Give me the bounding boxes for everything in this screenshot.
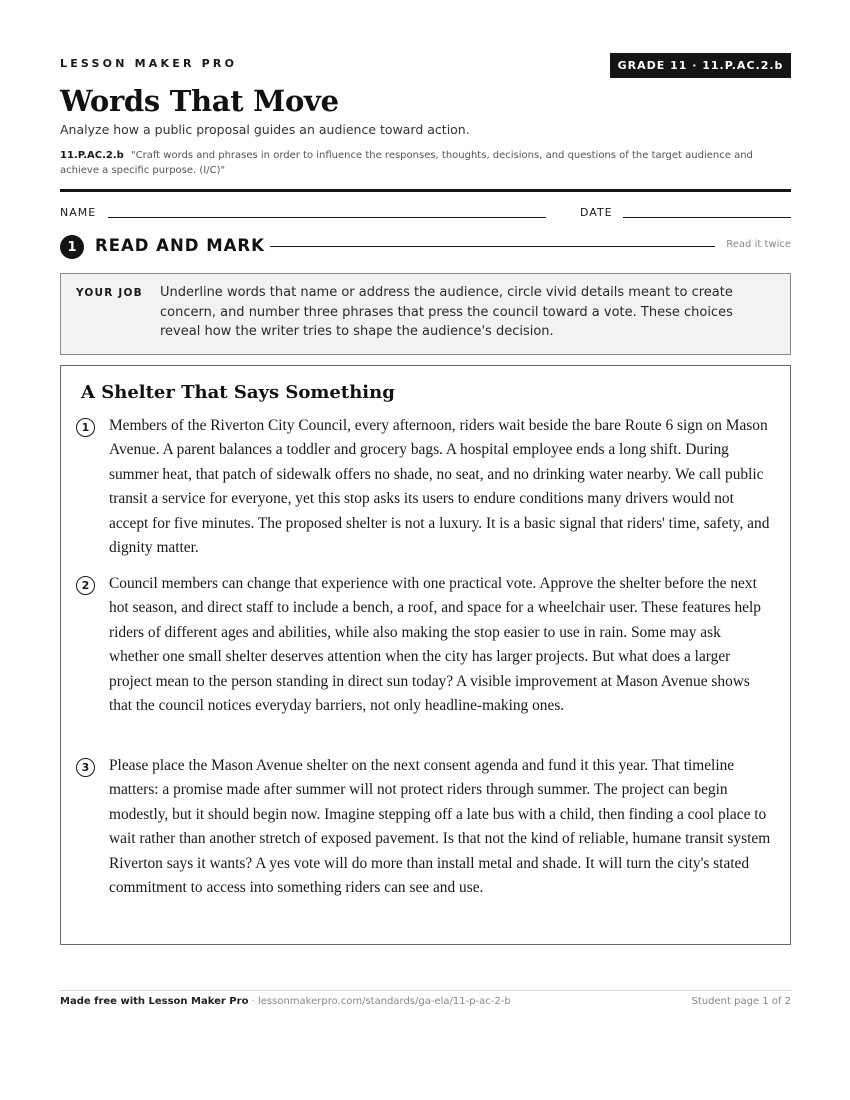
- section-note: Read it twice: [726, 239, 791, 250]
- footer-credit: [60, 996, 511, 1007]
- page-indicator: Student page 1 of 2: [691, 996, 791, 1007]
- paragraph-number: 3: [76, 758, 95, 777]
- footer-url[interactable]: · lessonmakerpro.com/standards/ga-ela/11-p-ac-2-b: [248, 996, 511, 1007]
- paragraph-number: 2: [76, 576, 95, 595]
- name-field[interactable]: [108, 217, 546, 218]
- footer-divider: [60, 990, 791, 991]
- section-divider: [270, 246, 715, 247]
- date-field[interactable]: [623, 217, 791, 218]
- brand-name: LESSON MAKER PRO: [60, 57, 238, 70]
- worksheet-page: [60, 0, 791, 1100]
- date-label: DATE: [580, 206, 613, 219]
- step-number-badge: 1: [60, 235, 84, 259]
- standard-text: "Craft words and phrases in order to influence the responses, thoughts, decisions, and questions of the target audience and achieve a specific purpose. (I/C)": [60, 150, 753, 176]
- instructions-box: [60, 273, 791, 355]
- footer-made-with: Made free with Lesson Maker Pro: [60, 996, 249, 1007]
- passage-paragraph: Please place the Mason Avenue shelter on the next consent agenda and fund it this year. That timeline matters: a promise made after summer will not protect riders through summer. The project can begin modestly, but it should begin now. Imagine stepping off a late bus with a child, then finding a cool place to wait rather than another stretch of exposed pavement. Is that not the kind of reliable, humane transit system Riverton says it wants? A yes vote will do more than install metal and shade. It will turn the city's stated commitment to access into something riders can see and use.: [109, 757, 771, 897]
- instructions-text: Underline words that name or address the audience, circle vivid details meant to create concern, and number three phrases that press the council toward a vote. These choices reveal how the writer tries to shape the audience's decision.: [160, 285, 733, 339]
- header-divider: [60, 189, 791, 192]
- passage-paragraph: Council members can change that experience with one practical vote. Approve the shelter before the next hot season, and direct staff to include a bench, a roof, and space for a wheelchair user. These features help riders of different ages and abilities, while also making the stop easier to use in rain. Some may ask whether one small shelter deserves attention when the city has larger projects. But what does a larger project mean to the person standing in direct sun today? A visible improvement at Mason Avenue shows that the council notices everyday barriers, not only headline-making ones.: [109, 575, 761, 715]
- passage-title: A Shelter That Says Something: [81, 382, 395, 403]
- standard-statement: [60, 148, 791, 178]
- standard-code: 11.P.AC.2.b: [60, 150, 124, 161]
- paragraph-number: 1: [76, 418, 95, 437]
- grade-badge: GRADE 11 · 11.P.AC.2.b: [610, 53, 791, 78]
- passage-paragraph: Members of the Riverton City Council, every afternoon, riders wait beside the bare Route 6 sign on Mason Avenue. A parent balances a toddler and grocery bags. A hospital employee ends a long shift. During summer heat, that patch of sidewalk offers no shade, no seat, and no drinking water nearby. We call public transit a service for everyone, yet this stop asks its users to endure conditions many drivers would not accept for five minutes. The proposed shelter is not a luxury. It is a basic signal that riders' time, safety, and dignity matter.: [109, 417, 770, 557]
- section-title: READ AND MARK: [95, 236, 265, 255]
- name-label: NAME: [60, 206, 97, 219]
- reading-passage: [60, 365, 791, 945]
- instructions-label: YOUR JOB: [76, 287, 143, 299]
- page-subtitle: Analyze how a public proposal guides an audience toward action.: [60, 122, 470, 137]
- page-title: Words That Move: [60, 84, 339, 118]
